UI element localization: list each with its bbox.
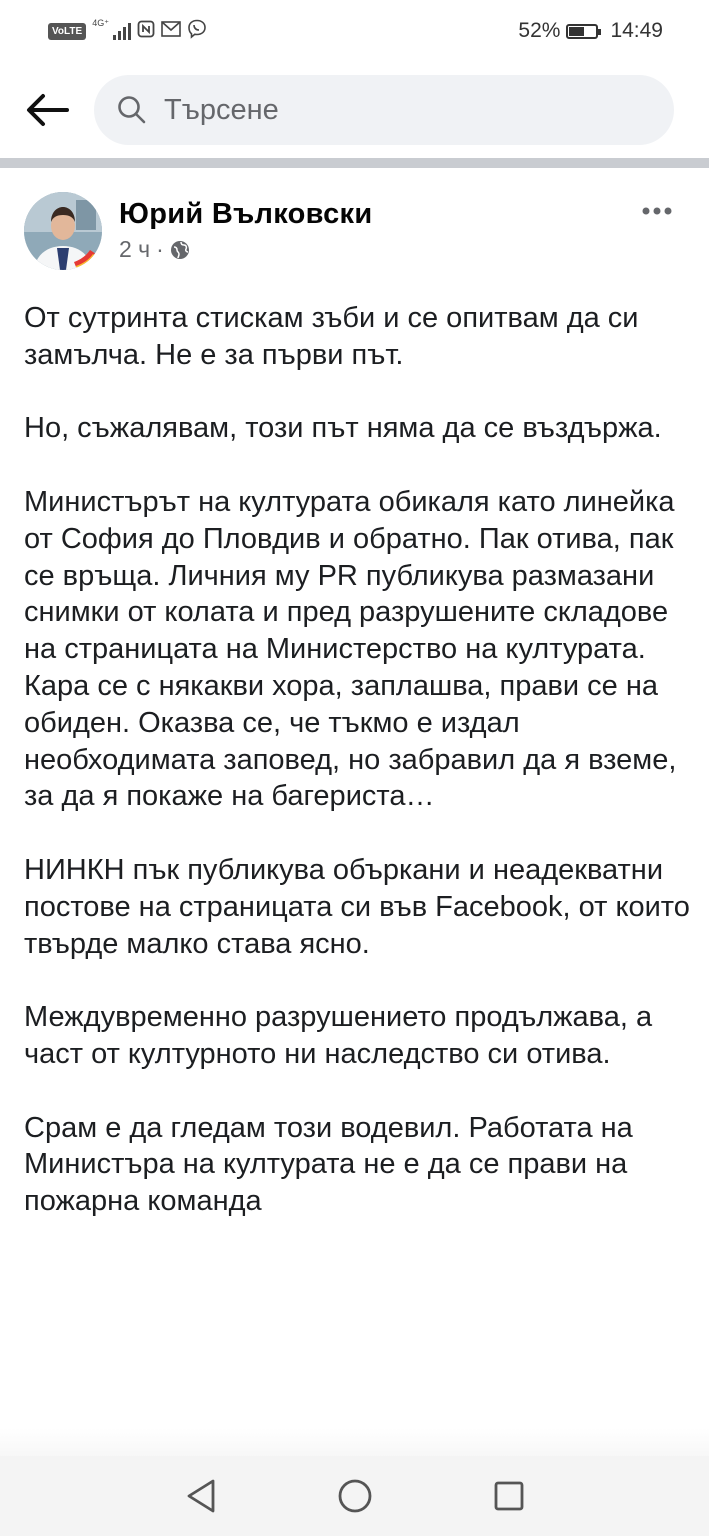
profile-photo [24,192,102,270]
avatar[interactable] [24,192,102,270]
gmail-icon [161,21,181,42]
more-options-button[interactable] [641,192,673,222]
search-box[interactable] [94,75,674,145]
post-time[interactable]: 2 ч [119,236,151,262]
battery-icon [566,24,598,39]
nav-recents-button[interactable] [491,1478,527,1514]
status-bar [0,0,709,62]
search-input[interactable] [162,93,626,128]
battery-percent: 52% [518,19,561,42]
battery-level [569,27,584,36]
system-nav-bar [0,1456,709,1536]
globe-icon [170,240,190,260]
post-paragraph: Срам е да гледам този водевил. Работата на Министъра на културата не е да се прави на пожарна команда [24,1111,633,1218]
section-divider [0,158,709,168]
search-icon [116,94,148,126]
status-left [48,19,207,44]
post-body [24,300,694,1220]
post-paragraph: От сутринта стискам зъби и се опитвам да си замълча. Не е за първи път. [24,302,639,371]
more-icon [641,206,673,216]
meta-separator: · [156,236,164,262]
volte-badge: VoLTE [48,23,86,40]
signal-icon [113,22,131,40]
search-header [0,62,709,158]
post-paragraph: НИНКН пък публикува объркани и неадекватни постове на страницата си във Facebook, от които твърде малко става ясно. [24,853,690,960]
nfc-icon [137,20,155,43]
network-type: 4G⁺ [92,17,109,28]
back-nav-icon [185,1478,217,1514]
home-nav-icon [337,1478,373,1514]
post-paragraph: Но, съжалявам, този път няма да се въздържа. [24,412,662,445]
post-header [24,192,685,274]
post-paragraph: Междувременно разрушението продължава, а част от културното ни наследство си отива. [24,1001,653,1070]
status-right [518,19,663,43]
author-name[interactable]: Юрий Вълковски [119,198,373,230]
recents-nav-icon [493,1480,525,1512]
nav-back-button[interactable] [183,1478,219,1514]
post-paragraph: Министърът на културата обикаля като линейка от София до Пловдив и обратно. Пак отива, пак се връща. Личния му PR публикува размазани снимки от колата и пред разрушените складове на страницата на Министерство на културата. Кара се с някакви хора, заплашва, прави се на обиден. Оказва се, че тъкмо е издал необходимата заповед, но забравил да я вземе, за да я покаже на багериста… [24,485,677,813]
viber-icon [187,19,207,44]
post-meta [119,236,190,263]
back-button[interactable] [24,87,70,133]
clock: 14:49 [610,19,663,42]
nav-home-button[interactable] [337,1478,373,1514]
arrow-left-icon [25,93,69,127]
